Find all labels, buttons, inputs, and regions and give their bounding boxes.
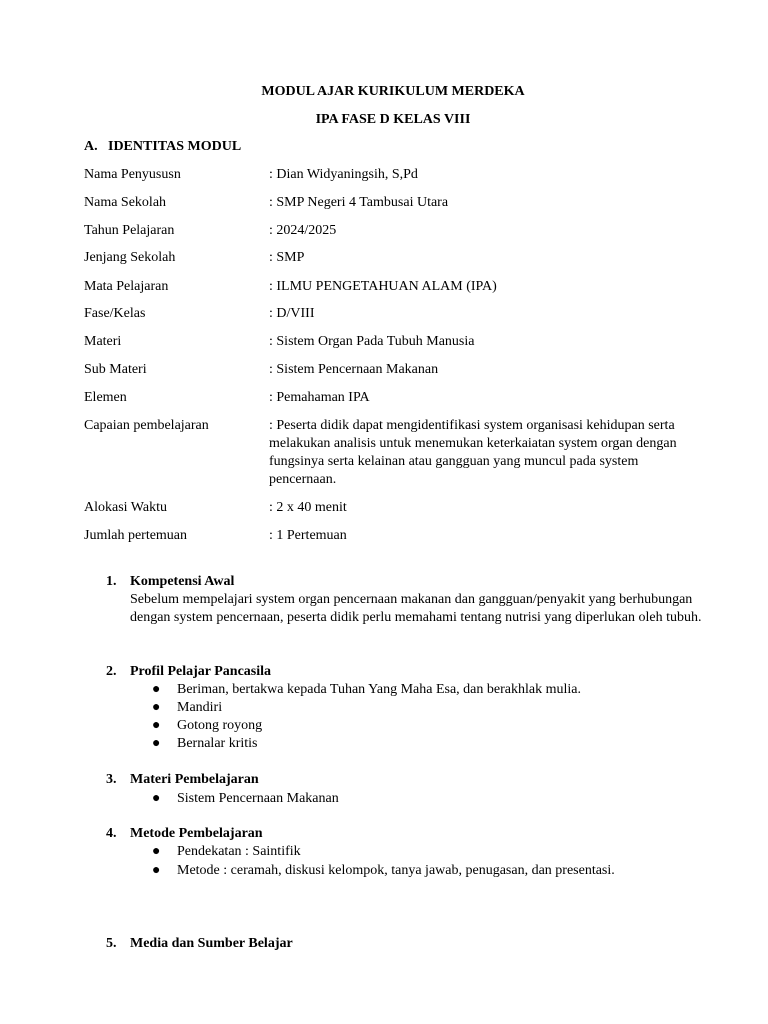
identity-key: Fase/Kelas [84,306,146,321]
identity-value: : D/VIII [269,306,315,321]
list-item-text: Pendekatan : Saintifik [177,844,301,859]
identity-value: : SMP Negeri 4 Tambusai Utara [269,195,449,210]
section-number: 4. [106,826,117,841]
bullet-icon: ● [152,791,161,806]
identity-value: : Dian Widyaningsih, S,Pd [269,167,418,182]
bullet-icon: ● [152,863,161,878]
bullet-icon: ● [152,718,161,733]
bullet-icon: ● [152,700,161,715]
identity-key: Materi [84,334,122,349]
identity-value: : Sistem Organ Pada Tubuh Manusia [269,334,475,349]
identity-key: Tahun Pelajaran [84,223,175,238]
section-number: 1. [106,574,117,589]
document-title: MODUL AJAR KURIKULUM MERDEKA [261,84,525,99]
list-item-text: Mandiri [177,700,223,715]
section-a-label: IDENTITAS MODUL [108,139,242,154]
identity-value: : Sistem Pencernaan Makanan [269,362,439,377]
section-paragraph: Sebelum mempelajari system organ pencernaan makanan dan gangguan/penyakit yang berhubungan dengan system pencernaan, peserta didik perlu memahami tentang nutrisi yang diperlukan oleh tubuh. [130,592,702,625]
section-title: Materi Pembelajaran [130,772,259,787]
section-title: Media dan Sumber Belajar [130,936,293,951]
list-item-text: Gotong royong [177,718,263,733]
identity-key: Mata Pelajaran [84,279,169,294]
section-title: Profil Pelajar Pancasila [130,664,272,679]
identity-value: : SMP [269,250,305,265]
list-item-text: Beriman, bertakwa kepada Tuhan Yang Maha Esa, dan berakhlak mulia. [177,682,581,697]
identity-value: : 2024/2025 [269,223,337,238]
section-title: Kompetensi Awal [130,574,235,589]
identity-key: Alokasi Waktu [84,500,167,515]
section-title: Metode Pembelajaran [130,826,263,841]
section-a-heading [84,138,242,156]
section-number: 3. [106,772,117,787]
identity-key: Nama Sekolah [84,195,167,210]
section-number: 2. [106,664,117,679]
list-item-text: Sistem Pencernaan Makanan [177,791,339,806]
section-a-letter: A. [84,139,98,154]
section-number: 5. [106,936,117,951]
identity-key: Capaian pembelajaran [84,418,209,433]
bullet-icon: ● [152,736,161,751]
identity-key: Elemen [84,390,127,405]
bullet-icon: ● [152,682,161,697]
identity-value: : 2 x 40 menit [269,500,347,515]
identity-value: : 1 Pertemuan [269,528,347,543]
bullet-icon: ● [152,844,161,859]
document-subtitle: IPA FASE D KELAS VIII [315,112,471,127]
identity-key: Sub Materi [84,362,147,377]
identity-value: : Peserta didik dapat mengidentifikasi system organisasi kehidupan serta melakukan analisis untuk menemukan keterkaiatan system organ dengan fungsinya serta kelainan atau gangguan yang muncul pada system pencernaan. [269,418,677,487]
identity-key: Nama Penyususn [84,167,181,182]
identity-key: Jumlah pertemuan [84,528,188,543]
identity-value: : Pemahaman IPA [269,390,370,405]
identity-key: Jenjang Sekolah [84,250,176,265]
list-item-text: Bernalar kritis [177,736,258,751]
list-item-text: Metode : ceramah, diskusi kelompok, tanya jawab, penugasan, dan presentasi. [177,863,615,878]
identity-value: : ILMU PENGETAHUAN ALAM (IPA) [269,279,497,294]
